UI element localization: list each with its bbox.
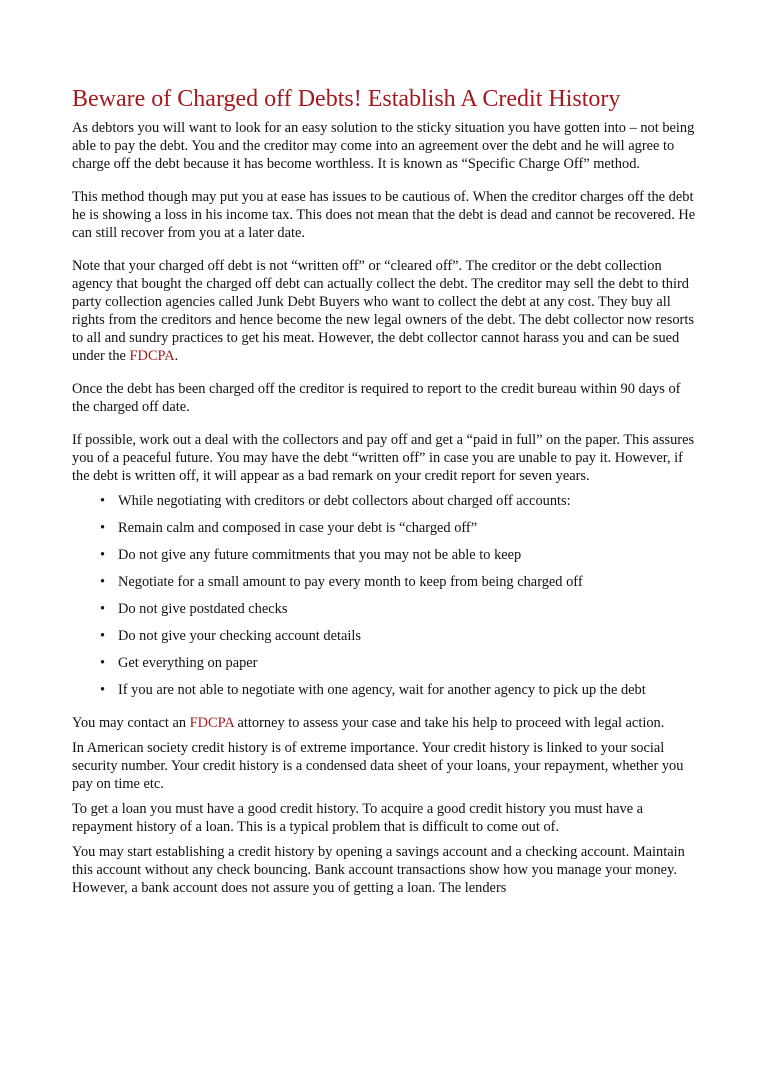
document-page — [72, 86, 700, 904]
fdcpa-attorney-link[interactable]: FDCPA — [189, 715, 234, 731]
paragraph-credit-history-importance: In American society credit history is of extreme importance. Your credit history is linked to your social security number. Your credit history is a condensed data sheet of your loans, your repayment, whether you pay on time etc. — [72, 740, 684, 792]
bullet-icon: • — [100, 655, 106, 671]
paragraph-text: attorney to assess your case and take his help to proceed with legal action. — [233, 715, 665, 731]
list-item-text: Do not give your checking account details — [118, 628, 361, 644]
list-item — [100, 519, 700, 537]
paragraph-establish-credit: You may start establishing a credit history by opening a savings account and a checking account. Maintain this account without any check bouncing. Bank account transactions show how you manage your money. However, a bank account does not assure you of getting a loan. The lenders — [72, 844, 685, 896]
list-item — [100, 681, 700, 699]
page-title: Beware of Charged off Debts! Establish A Credit History — [72, 86, 621, 112]
paragraph-text: You may contact an — [72, 715, 190, 731]
paragraph-method-issues: This method though may put you at ease has issues to be cautious of. When the creditor charges off the debt he is showing a loss in his income tax. This does not mean that the debt is dead and cannot be recovered. He can still recover from you at a later date. — [72, 189, 696, 241]
bullet-icon: • — [100, 682, 106, 698]
list-item — [100, 654, 700, 672]
list-item-text: Get everything on paper — [118, 655, 258, 671]
bullet-icon: • — [100, 493, 106, 509]
paragraph-text: . — [174, 348, 179, 364]
list-item — [100, 627, 700, 645]
list-item — [100, 546, 700, 564]
bullet-icon: • — [100, 574, 106, 590]
paragraph-credit-bureau: Once the debt has been charged off the creditor is required to report to the credit bureau within 90 days of the charged off date. — [72, 381, 681, 415]
fdcpa-link[interactable]: FDCPA — [129, 348, 175, 364]
bullet-icon: • — [100, 520, 106, 536]
list-item-text: Negotiate for a small amount to pay every month to keep from being charged off — [118, 574, 583, 590]
list-item-text: Remain calm and composed in case your debt is “charged off” — [118, 520, 478, 536]
paragraph-not-written-off — [72, 257, 700, 365]
list-item — [100, 600, 700, 618]
paragraph-good-credit-history: To get a loan you must have a good credit history. To acquire a good credit history you must have a repayment history of a loan. This is a typical problem that is difficult to come out of. — [72, 801, 644, 835]
list-item-text: While negotiating with creditors or debt collectors about charged off accounts: — [118, 493, 571, 509]
paragraph-intro: As debtors you will want to look for an easy solution to the sticky situation you have gotten into – not being able to pay the debt. You and the creditor may come into an agreement over the debt and he will agree to charge off the debt because it has become worthless. It is known as “Specific Charge Off” method. — [72, 120, 695, 172]
tips-list — [72, 492, 700, 699]
list-item-text: Do not give postdated checks — [118, 601, 288, 617]
paragraph-contact-attorney — [72, 714, 700, 732]
list-item-text: Do not give any future commitments that you may not be able to keep — [118, 547, 522, 563]
list-item-text: If you are not able to negotiate with one agency, wait for another agency to pick up the debt — [118, 682, 646, 698]
bullet-icon: • — [100, 601, 106, 617]
list-item — [100, 573, 700, 591]
bullet-icon: • — [100, 628, 106, 644]
list-item — [100, 492, 700, 510]
paragraph-paid-in-full: If possible, work out a deal with the collectors and pay off and get a “paid in full” on the paper. This assures you of a peaceful future. You may have the debt “written off” in case you are unable to pay it. However, if the debt is written off, it will appear as a bad remark on your credit report for seven years. — [72, 432, 695, 484]
paragraph-text: Note that your charged off debt is not “written off” or “cleared off”. The creditor or the debt collection agency that bought the charged off debt can actually collect the debt. The creditor may sell the debt to third party collection agencies called Junk Debt Buyers who want to collect the debt at any cost. They buy all rights from the creditors and hence become the new legal owners of the debt. The debt collector now resorts to all and sundry practices to get his meat. However, the debt collector cannot harass you and can be sued under the — [72, 258, 694, 364]
bullet-icon: • — [100, 547, 106, 563]
